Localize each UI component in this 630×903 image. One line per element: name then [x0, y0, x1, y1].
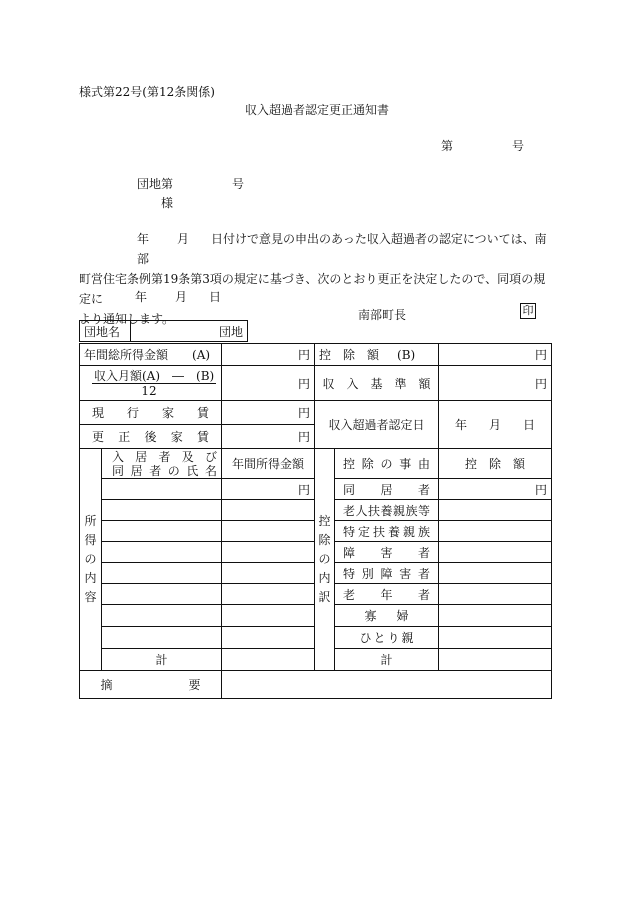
resident-income-6 [222, 584, 315, 605]
issue-date [135, 288, 221, 305]
reason-2: 老人扶養親族等 [335, 500, 439, 521]
number-dai: 第 [441, 139, 454, 153]
danchi-dai: 団地第 [137, 177, 174, 191]
issue-month: 月 [175, 290, 188, 304]
danchi-suffix: 団地 [131, 321, 248, 342]
deduction-total-row-value [439, 649, 552, 671]
document-title: 収入超過者認定更正通知書 [245, 103, 390, 117]
deduction-4 [439, 542, 552, 563]
resident-name-4 [102, 542, 222, 563]
reason-5: 特別障害者 [335, 563, 439, 584]
reason-4: 障害者 [335, 542, 439, 563]
notice-body [79, 229, 551, 329]
danchi-table [79, 320, 248, 342]
recognition-date: 年 月 日 [439, 401, 552, 449]
resident-income-4 [222, 542, 315, 563]
reason-6: 老年者 [335, 584, 439, 605]
income-standard-yen: 円 [439, 366, 552, 401]
reason-header: 控除の事由 [335, 449, 439, 479]
issue-day: 日 [209, 290, 222, 304]
danchi-label: 団地名 [80, 321, 131, 342]
deduction-3 [439, 521, 552, 542]
seal-mark: 印 [520, 303, 536, 319]
current-rent-label: 現行家賃 [80, 401, 222, 425]
addressee-sama: 様 [161, 196, 174, 210]
reason-3: 特定扶養親族 [335, 521, 439, 542]
monthly-income-label: 収入月額(A) ― (B) 12 [80, 366, 222, 401]
body-month: 月 [177, 232, 190, 246]
deduction-total-yen: 円 [439, 344, 552, 366]
form-number: 様式第22号(第12条関係) [79, 85, 215, 99]
resident-name-7 [102, 605, 222, 627]
number-go: 号 [512, 139, 525, 153]
remarks-label: 摘 要 [80, 671, 222, 699]
deduction-5 [439, 563, 552, 584]
issue-year: 年 [135, 290, 148, 304]
annual-total-yen: 円 [222, 344, 315, 366]
deduction-total-row-label: 計 [335, 649, 439, 671]
deduction-7 [439, 605, 552, 627]
danchi-go: 号 [232, 177, 245, 191]
reason-8: ひとり親 [335, 627, 439, 649]
resident-name-8 [102, 627, 222, 649]
current-rent-yen: 円 [222, 401, 315, 425]
remarks-value [222, 671, 552, 699]
resident-income-7 [222, 605, 315, 627]
main-table [79, 343, 552, 699]
annual-total-label: 年間総所得金額 (A) [80, 344, 222, 366]
resident-income-5 [222, 563, 315, 584]
income-standard-label: 収 入 基 準 額 [315, 366, 439, 401]
deduction-total-label: 控 除 額 (B) [315, 344, 439, 366]
resident-income-8 [222, 627, 315, 649]
resident-name-2 [102, 500, 222, 521]
resident-income-3 [222, 521, 315, 542]
deduction-8 [439, 627, 552, 649]
body-line3: より通知します。 [79, 312, 175, 326]
deduction-6 [439, 584, 552, 605]
resident-name-3 [102, 521, 222, 542]
deduction-amount-header: 控 除 額 [439, 449, 552, 479]
income-content-label: 所得の内容 [80, 449, 102, 671]
body-line1: 日付けで意見の申出のあった収入超過者の認定については、南部 [137, 232, 547, 266]
deduction-2 [439, 500, 552, 521]
resident-income-2 [222, 500, 315, 521]
revised-rent-label: 更正後家賃 [80, 425, 222, 449]
resident-income-yen: 円 [222, 479, 315, 500]
income-total-label: 計 [102, 649, 222, 671]
deduction-content-label: 控除の内訳 [315, 449, 335, 671]
recognition-date-label: 収入超過者認定日 [315, 401, 439, 449]
resident-name-1 [102, 479, 222, 500]
deduction-yen: 円 [439, 479, 552, 500]
body-line2: 町営住宅条例第19条第3項の規定に基づき、次のとおり更正を決定したので、同項の規定に [79, 272, 546, 306]
residents-header: 入居者及び 同居者の氏名 [102, 449, 222, 479]
reason-1: 同居者 [335, 479, 439, 500]
income-total-value [222, 649, 315, 671]
resident-name-6 [102, 584, 222, 605]
monthly-income-yen: 円 [222, 366, 315, 401]
body-year: 年 [137, 232, 150, 246]
annual-income-header: 年間所得金額 [222, 449, 315, 479]
mayor-title: 南部町長 [358, 308, 407, 322]
resident-name-5 [102, 563, 222, 584]
reason-7: 寡婦 [335, 605, 439, 627]
revised-rent-yen: 円 [222, 425, 315, 449]
